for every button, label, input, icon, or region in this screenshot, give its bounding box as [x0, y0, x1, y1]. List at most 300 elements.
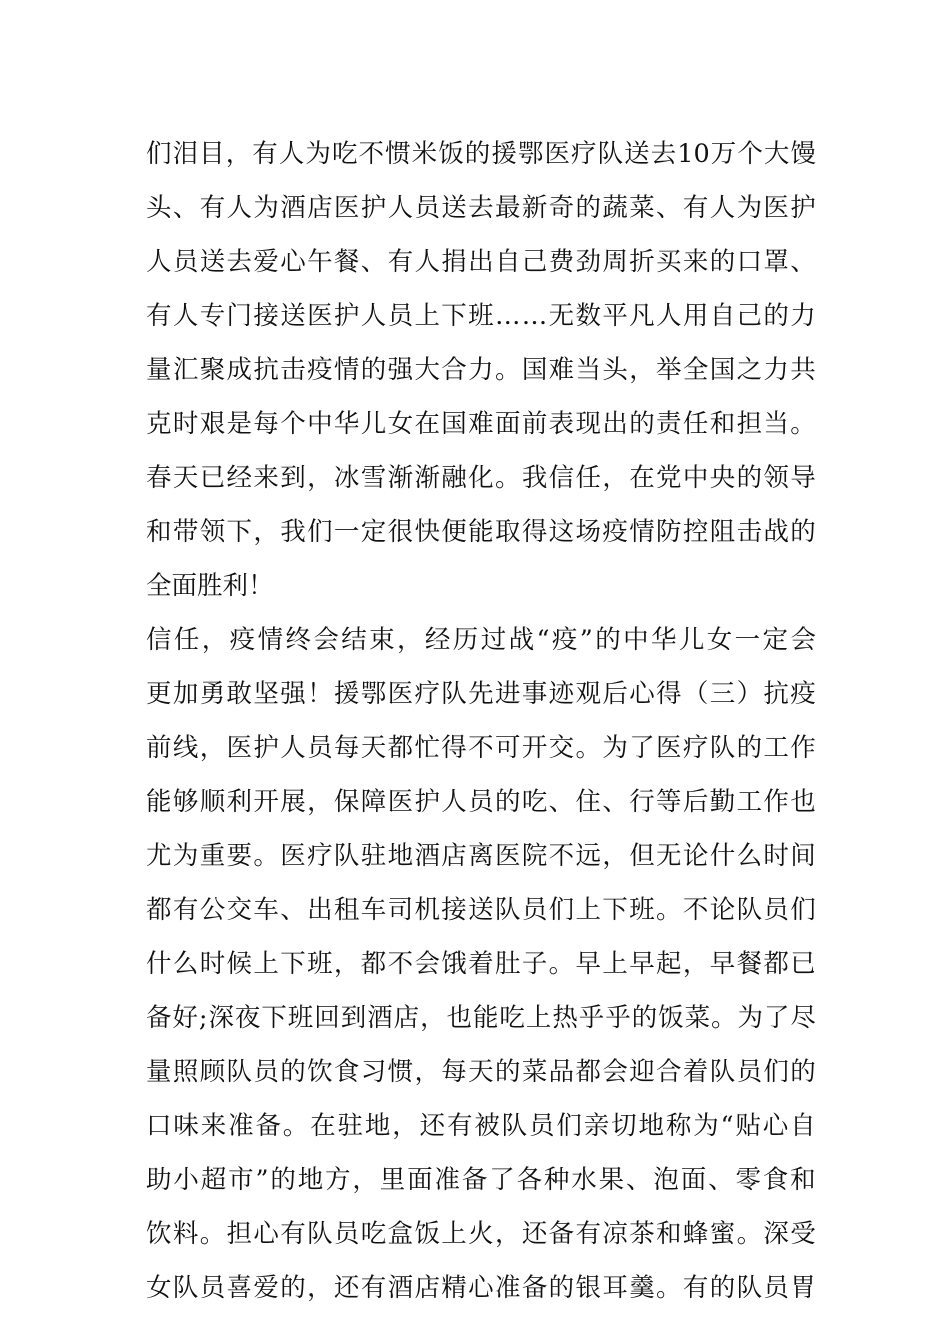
text-line: [146, 883, 816, 937]
text-glyph: 人: [709, 193, 736, 223]
text-glyph: 饭: [438, 139, 464, 169]
text-glyph: 吃: [499, 1003, 525, 1033]
text-glyph: 队: [736, 895, 763, 925]
text-glyph: 的: [270, 1165, 296, 1195]
text-glyph: 女: [146, 1273, 172, 1303]
text-glyph: 饮: [146, 1219, 172, 1249]
text-glyph: 队: [333, 841, 360, 871]
text-glyph: 。: [736, 1219, 763, 1249]
text-glyph: 受: [790, 1219, 816, 1249]
text-glyph: 米: [411, 139, 438, 169]
text-glyph: 送: [199, 247, 226, 277]
text-glyph: 离: [468, 841, 494, 871]
text-glyph: 深: [763, 1219, 789, 1249]
text-glyph: 自: [790, 1111, 816, 1141]
text-line: [146, 559, 816, 613]
text-glyph: 远: [575, 841, 602, 871]
text-glyph: 合: [441, 355, 467, 385]
text-glyph: 心: [629, 679, 655, 709]
text-glyph: 菜: [629, 193, 655, 223]
text-glyph: 备: [521, 1273, 548, 1303]
text-glyph: 有: [199, 193, 226, 223]
text-glyph: 备: [146, 1003, 172, 1033]
text-glyph: 。: [494, 355, 521, 385]
text-glyph: 天: [172, 463, 199, 493]
text-glyph: 员: [763, 1273, 789, 1303]
text-glyph: 护: [414, 787, 440, 817]
text-glyph: 的: [736, 463, 763, 493]
text-glyph: 大: [414, 355, 440, 385]
text-glyph: 先: [468, 679, 494, 709]
text-glyph: 回: [314, 1003, 340, 1033]
text-glyph: 等: [656, 787, 682, 817]
text-glyph: 员: [468, 787, 494, 817]
text-glyph: 捐: [441, 247, 467, 277]
text-glyph: 费: [548, 247, 575, 277]
text-line: [146, 505, 816, 559]
text-glyph: 国: [441, 409, 467, 439]
text-glyph: 机: [414, 895, 440, 925]
text-glyph: 坚: [253, 679, 279, 709]
text-glyph: 、: [790, 247, 816, 277]
text-glyph: 前: [521, 409, 548, 439]
text-glyph: 上: [414, 301, 440, 331]
text-glyph: 专: [199, 301, 226, 331]
text-glyph: 准: [228, 1111, 254, 1141]
text-glyph: 精: [441, 1273, 467, 1303]
text-glyph: 么: [172, 949, 199, 979]
text-glyph: 送: [468, 895, 494, 925]
text-glyph: 护: [360, 193, 387, 223]
text-glyph: 情: [257, 625, 284, 655]
text-glyph: 也: [446, 1003, 473, 1033]
text-glyph: 员: [333, 1219, 360, 1249]
text-glyph: 时: [199, 949, 226, 979]
text-glyph: 凡: [629, 301, 655, 331]
text-glyph: 地: [364, 1111, 391, 1141]
text-glyph: 后: [682, 787, 709, 817]
text-glyph: ，: [602, 841, 628, 871]
text-glyph: 的: [595, 625, 621, 655]
text-glyph: 强: [387, 355, 414, 385]
text-glyph: 为: [737, 1003, 764, 1033]
text-glyph: 热: [552, 1003, 578, 1033]
text-glyph: 蜜: [709, 1219, 736, 1249]
text-glyph: 责: [656, 409, 682, 439]
text-glyph: 子: [521, 949, 548, 979]
text-glyph: ，: [397, 625, 423, 655]
text-glyph: 头: [146, 193, 172, 223]
text-glyph: 的: [629, 409, 655, 439]
text-glyph: 医: [226, 733, 253, 763]
text-glyph: 用: [682, 301, 709, 331]
text-glyph: ，: [414, 1057, 440, 1087]
text-glyph: 战: [763, 517, 789, 547]
text-glyph: 员: [414, 193, 440, 223]
text-glyph: 心: [280, 247, 306, 277]
text-glyph: 的: [280, 1273, 306, 1303]
text-glyph: ，: [629, 355, 655, 385]
text-glyph: 战: [508, 625, 535, 655]
text-glyph: ”: [255, 1165, 269, 1195]
text-glyph: 共: [790, 355, 816, 385]
text-glyph: 折: [629, 247, 655, 277]
text-glyph: 市: [228, 1165, 254, 1195]
text-glyph: 到: [340, 1003, 367, 1033]
text-glyph: 各: [516, 1165, 543, 1195]
text-glyph: 上: [253, 949, 279, 979]
text-glyph: 和: [709, 409, 736, 439]
text-glyph: ，: [307, 787, 333, 817]
text-glyph: 队: [597, 139, 624, 169]
text-glyph: 展: [280, 787, 306, 817]
text-glyph: 、: [280, 895, 306, 925]
text-glyph: 店: [414, 1273, 440, 1303]
text-glyph: 凉: [602, 1219, 628, 1249]
text-glyph: 接: [253, 301, 279, 331]
text-glyph: 。: [494, 463, 521, 493]
text-glyph: 勇: [199, 679, 226, 709]
text-glyph: 班: [287, 1003, 314, 1033]
text-glyph: 人: [414, 247, 440, 277]
text-glyph: 小: [173, 1165, 199, 1195]
text-glyph: 一: [333, 517, 360, 547]
text-glyph: 无: [548, 301, 575, 331]
text-glyph: 饿: [441, 949, 467, 979]
text-glyph: 着: [682, 1057, 709, 1087]
text-glyph: 上: [575, 895, 602, 925]
text-glyph: 不: [468, 733, 494, 763]
text-glyph: 重: [199, 841, 226, 871]
text-glyph: 在: [414, 409, 440, 439]
text-glyph: 车: [360, 895, 387, 925]
text-glyph: 爱: [253, 1273, 279, 1303]
text-glyph: 当: [763, 409, 789, 439]
text-glyph: 为: [253, 193, 279, 223]
text-glyph: 的: [464, 139, 491, 169]
text-glyph: 了: [629, 733, 655, 763]
text-glyph: 都: [146, 895, 172, 925]
text-glyph: 化: [468, 463, 494, 493]
text-glyph: 疗: [571, 139, 597, 169]
text-glyph: 们: [790, 895, 816, 925]
text-glyph: 已: [199, 463, 226, 493]
text-glyph: ，: [225, 139, 252, 169]
text-glyph: 惯: [385, 139, 411, 169]
text-glyph: 定: [360, 517, 387, 547]
text-glyph: 人: [441, 787, 467, 817]
text-glyph: 任: [575, 463, 602, 493]
text-glyph: 里: [379, 1165, 406, 1195]
text-glyph: 都: [763, 949, 789, 979]
text-glyph: 什: [146, 949, 172, 979]
text-glyph: 为: [602, 733, 628, 763]
text-glyph: 。: [282, 1111, 309, 1141]
text-glyph: 控: [682, 517, 709, 547]
text-glyph: 。: [199, 1219, 226, 1249]
text-glyph: 作: [790, 733, 816, 763]
text-glyph: 下: [602, 895, 628, 925]
text-glyph: 车: [253, 895, 279, 925]
text-glyph: 到: [280, 463, 306, 493]
text-glyph: ;: [198, 1003, 208, 1033]
text-glyph: 驻: [337, 1111, 364, 1141]
text-glyph: 泡: [653, 1165, 679, 1195]
text-glyph: 班: [468, 301, 494, 331]
text-glyph: 有: [252, 139, 278, 169]
text-glyph: 最: [494, 193, 521, 223]
text-glyph: 有: [360, 1273, 387, 1303]
text-glyph: 历: [452, 625, 479, 655]
text-glyph: 饭: [658, 1003, 684, 1033]
text-glyph: 。: [656, 895, 682, 925]
text-glyph: 员: [529, 1111, 555, 1141]
text-glyph: 都: [387, 733, 414, 763]
text-glyph: 班: [307, 949, 333, 979]
text-glyph: 备: [548, 1219, 575, 1249]
text-glyph: 的: [360, 355, 387, 385]
text-glyph: 味: [173, 1111, 199, 1141]
text-glyph: 起: [656, 949, 682, 979]
text-glyph: 了: [763, 1003, 790, 1033]
text-glyph: 疗: [682, 733, 709, 763]
text-line: [146, 721, 816, 775]
text-glyph: 、: [548, 787, 575, 817]
text-line: [146, 1153, 816, 1207]
text-glyph: 方: [325, 1165, 351, 1195]
text-glyph: 。: [790, 409, 816, 439]
text-glyph: 医: [544, 139, 570, 169]
text-glyph: 队: [226, 1057, 253, 1087]
text-glyph: 和: [656, 1219, 682, 1249]
text-line: [146, 1099, 816, 1153]
text-glyph: ，: [307, 1273, 333, 1303]
text-glyph: 班: [629, 895, 655, 925]
text-glyph: 合: [656, 1057, 682, 1087]
text-glyph: 之: [736, 355, 763, 385]
text-glyph: 面: [171, 571, 198, 601]
text-glyph: 酒: [367, 1003, 393, 1033]
text-glyph: 医: [656, 733, 682, 763]
text-glyph: 去: [468, 193, 494, 223]
text-glyph: 果: [598, 1165, 625, 1195]
text-glyph: 心: [253, 1219, 279, 1249]
text-glyph: 国: [521, 355, 548, 385]
text-glyph: 么: [736, 841, 763, 871]
text-glyph: 交: [226, 895, 253, 925]
text-glyph: 华: [333, 409, 360, 439]
text-glyph: 的: [494, 1057, 521, 1087]
text-glyph: 为: [693, 1111, 719, 1141]
text-glyph: 面: [680, 1165, 707, 1195]
text-glyph: 头: [602, 355, 628, 385]
text-glyph: 表: [548, 409, 575, 439]
text-glyph: 还: [419, 1111, 446, 1141]
text-glyph: 援: [491, 139, 517, 169]
text-glyph: 己: [521, 247, 548, 277]
text-glyph: 驻: [360, 841, 387, 871]
text-glyph: 担: [736, 409, 763, 439]
text-glyph: 准: [434, 1165, 460, 1195]
text-glyph: 中: [682, 463, 709, 493]
text-glyph: 时: [172, 409, 199, 439]
text-glyph: 天: [360, 733, 387, 763]
text-glyph: 准: [494, 1273, 521, 1303]
text-glyph: 馒: [790, 139, 816, 169]
text-glyph: 员: [387, 301, 414, 331]
text-glyph: 冰: [333, 463, 360, 493]
text-glyph: ，: [352, 1165, 378, 1195]
text-glyph: 无: [656, 841, 682, 871]
text-glyph: 更: [146, 679, 172, 709]
text-glyph: 们: [146, 139, 172, 169]
text-glyph: 有: [146, 301, 172, 331]
text-glyph: 情: [333, 355, 360, 385]
text-glyph: 平: [602, 301, 628, 331]
text-glyph: 们: [307, 517, 333, 547]
text-glyph: 的: [790, 517, 816, 547]
text-glyph: 人: [172, 301, 199, 331]
text-glyph: 会: [313, 625, 339, 655]
text-glyph: 雪: [360, 463, 387, 493]
text-glyph: 。: [253, 841, 279, 871]
text-glyph: 疗: [307, 841, 333, 871]
text-glyph: 领: [199, 517, 226, 547]
text-glyph: 超: [200, 1165, 227, 1195]
text-glyph: 作: [763, 787, 789, 817]
text-glyph: 力: [468, 355, 494, 385]
text-glyph: 不: [548, 841, 575, 871]
text-glyph: 早: [629, 949, 655, 979]
text-glyph: 零: [735, 1165, 761, 1195]
text-glyph: 门: [226, 301, 253, 331]
text-glyph: 不: [358, 139, 385, 169]
text-glyph: 口: [736, 247, 763, 277]
text-glyph: 够: [172, 787, 199, 817]
text-glyph: 亲: [583, 1111, 610, 1141]
text-glyph: 工: [763, 733, 789, 763]
text-glyph: 护: [790, 193, 816, 223]
text-glyph: 奇: [548, 193, 575, 223]
text-line: [146, 127, 816, 181]
text-glyph: 泪: [172, 139, 199, 169]
text-glyph: 、: [602, 787, 628, 817]
text-glyph: 为: [305, 139, 331, 169]
text-glyph: 结: [341, 625, 367, 655]
text-glyph: 种: [543, 1165, 570, 1195]
text-glyph: ！: [307, 679, 333, 709]
text-glyph: 得: [656, 679, 682, 709]
text-glyph: 备: [461, 1165, 488, 1195]
text-glyph: 、: [708, 1165, 734, 1195]
text-glyph: 带: [172, 517, 199, 547]
text-glyph: 员: [763, 895, 789, 925]
text-glyph: 有: [387, 247, 414, 277]
text-glyph: 现: [575, 409, 602, 439]
text-line: [146, 397, 816, 451]
text-glyph: 人: [387, 193, 414, 223]
text-glyph: 还: [521, 1219, 548, 1249]
text-line: [146, 451, 816, 505]
text-line: [146, 667, 816, 721]
text-glyph: 担: [226, 1219, 253, 1249]
text-glyph: 队: [441, 679, 467, 709]
text-glyph: 利: [226, 787, 253, 817]
text-glyph: 汇: [172, 355, 199, 385]
text-glyph: 自: [494, 247, 521, 277]
text-glyph: 艰: [199, 409, 226, 439]
text-glyph: 人: [360, 301, 387, 331]
text-glyph: 盒: [387, 1219, 414, 1249]
text-glyph: 疫: [790, 679, 816, 709]
text-glyph: 的: [736, 733, 763, 763]
text-glyph: 水: [571, 1165, 597, 1195]
text-glyph: 10: [677, 139, 710, 169]
text-glyph: 力: [790, 301, 816, 331]
text-glyph: 进: [494, 679, 521, 709]
text-glyph: 习: [360, 1057, 387, 1087]
text-glyph: 加: [172, 679, 199, 709]
text-glyph: 有: [682, 193, 709, 223]
text-glyph: 惯: [387, 1057, 414, 1087]
text-glyph: 行: [629, 787, 655, 817]
text-glyph: ，: [494, 1219, 521, 1249]
text-glyph: 饮: [307, 1057, 333, 1087]
text-glyph: 信: [548, 463, 575, 493]
text-glyph: 了: [489, 1165, 515, 1195]
text-glyph: 疫: [602, 517, 628, 547]
text-glyph: …: [494, 301, 521, 331]
text-glyph: 队: [709, 733, 736, 763]
text-glyph: 顺: [199, 787, 226, 817]
text-glyph: 女: [387, 409, 414, 439]
text-glyph: 有: [575, 1219, 602, 1249]
text-glyph: 量: [146, 355, 172, 385]
text-glyph: 面: [407, 1165, 433, 1195]
text-glyph: 春: [146, 463, 172, 493]
text-glyph: 劲: [575, 247, 602, 277]
text-glyph: 个: [280, 409, 306, 439]
text-glyph: 在: [629, 463, 655, 493]
text-glyph: 融: [441, 463, 467, 493]
text-glyph: 线: [172, 733, 199, 763]
text-glyph: 中: [307, 409, 333, 439]
text-glyph: 去: [650, 139, 677, 169]
text-glyph: 贴: [735, 1111, 761, 1141]
text-line: [146, 289, 816, 343]
text-glyph: 开: [521, 733, 548, 763]
text-glyph: 出: [468, 247, 494, 277]
text-glyph: 人: [278, 139, 305, 169]
text-glyph: 举: [656, 355, 682, 385]
text-glyph: 事: [521, 679, 548, 709]
text-glyph: 儿: [678, 625, 705, 655]
text-glyph: 的: [494, 787, 521, 817]
text-glyph: 不: [387, 949, 414, 979]
text-glyph: ，: [199, 733, 226, 763]
text-glyph: 抗: [253, 355, 279, 385]
text-glyph: “: [536, 625, 550, 655]
text-glyph: 候: [226, 949, 253, 979]
text-glyph: 每: [441, 1057, 467, 1087]
text-glyph: 买: [656, 247, 682, 277]
text-glyph: 吃: [331, 139, 358, 169]
text-glyph: 店: [441, 841, 467, 871]
text-glyph: 开: [253, 787, 279, 817]
text-glyph: 夜: [234, 1003, 261, 1033]
text-glyph: 难: [468, 409, 494, 439]
text-glyph: 下: [261, 1003, 287, 1033]
